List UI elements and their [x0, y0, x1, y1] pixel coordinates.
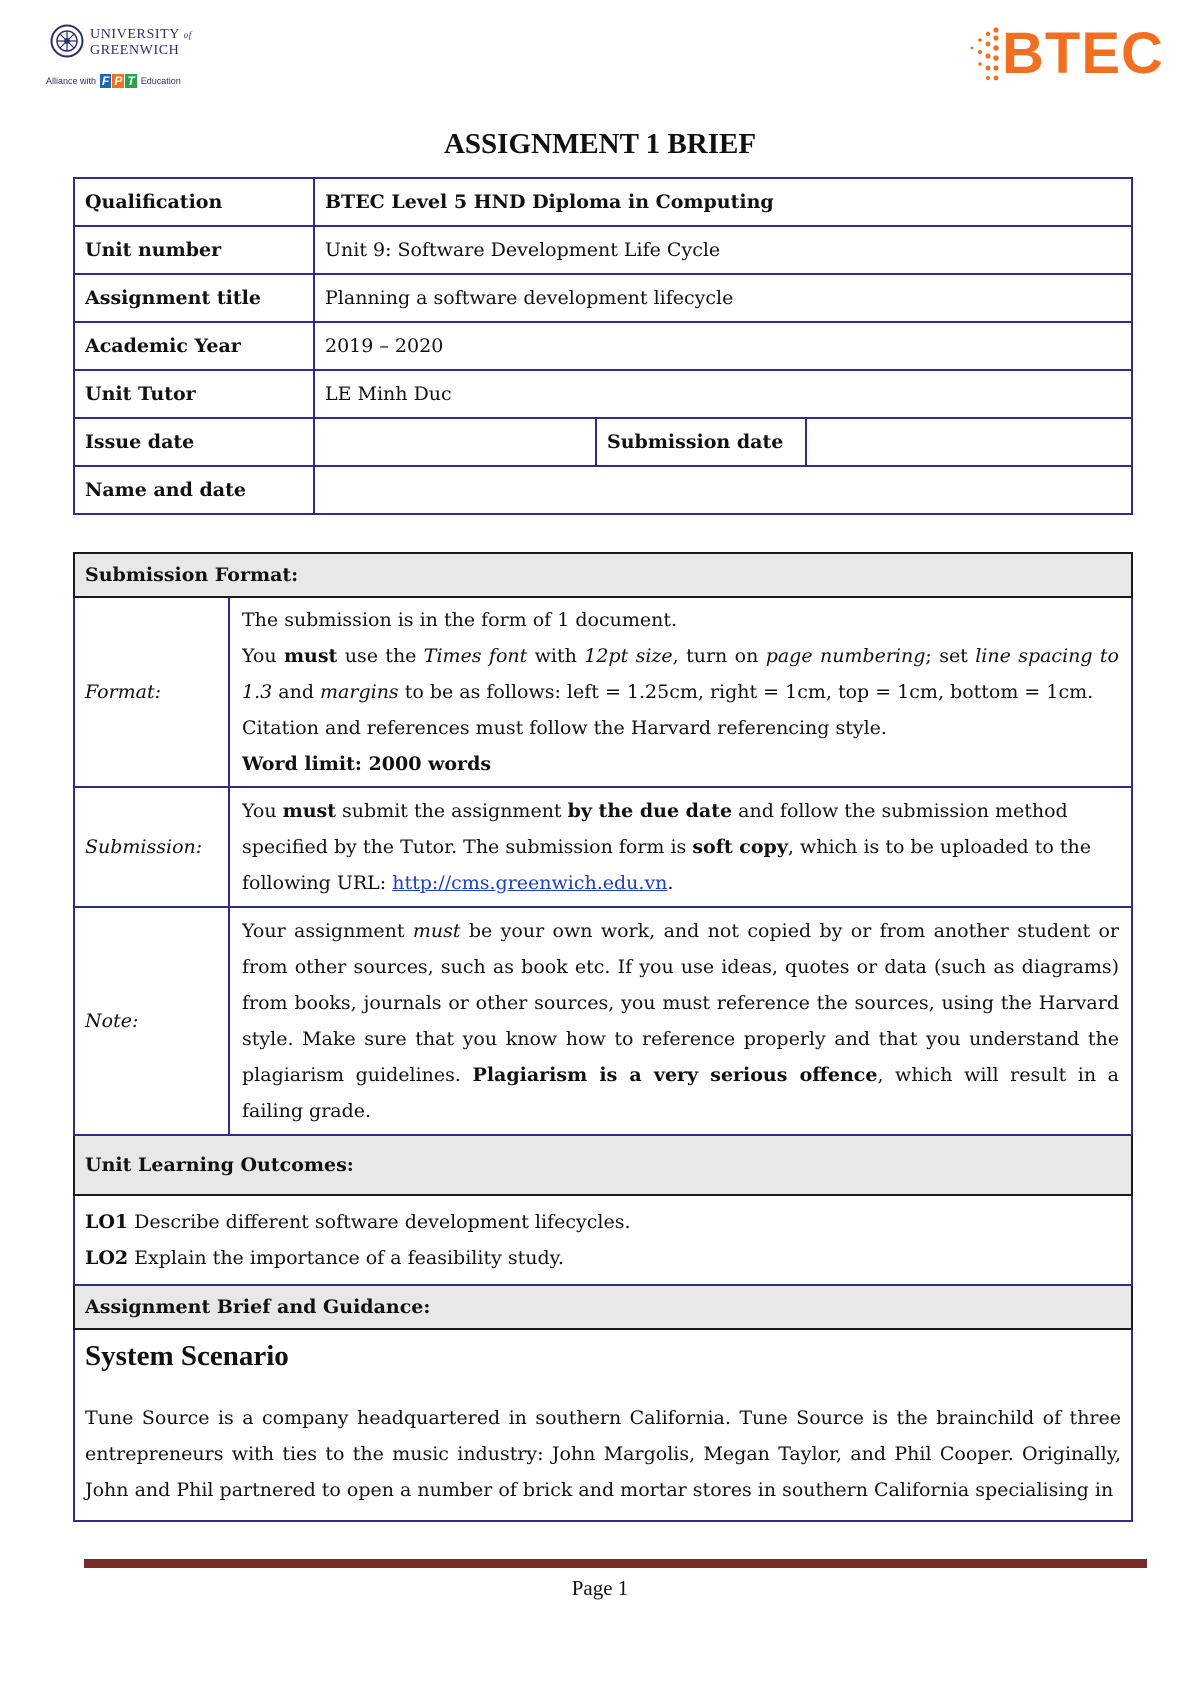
note-text: Your assignment must be your own work, and not copied by or from another student or from other sources, such as book etc. If you use ideas, quotes or data (such as diagrams) from books, journals or other sources, you must reference the sources, using the Harvard style. Make sure that you know how to reference properly and that you understand the plagiarism guidelines. Plagiarism is a very serious offence, which will result in a failing grade.: [229, 907, 1132, 1135]
submission-row: [74, 787, 1132, 907]
list-item: LO1 Describe different software development lifecycles.: [85, 1211, 631, 1233]
qualification-label: Qualification: [74, 178, 314, 226]
university-greenwich-logo: [46, 22, 216, 97]
btec-dots-icon: [960, 24, 1004, 88]
section-header-row: [74, 1135, 1132, 1195]
table-row: [74, 178, 1132, 226]
name-date-label: Name and date: [74, 466, 314, 514]
btec-logo: [960, 21, 1170, 88]
guidance-heading: Assignment Brief and Guidance:: [74, 1285, 1132, 1329]
learning-outcomes-row: [74, 1195, 1132, 1285]
fpt-logo: F P T: [102, 74, 135, 88]
assignment-title-label: Assignment title: [74, 274, 314, 322]
assignment-title-value: Planning a software development lifecycle: [314, 274, 1132, 322]
note-label: Note:: [74, 907, 229, 1135]
scenario-cell: [74, 1329, 1132, 1521]
submission-format-heading: Submission Format:: [74, 553, 1132, 597]
university-name: UNIVERSITY of GREENWICH: [90, 27, 192, 58]
scenario-heading: System Scenario: [85, 1340, 289, 1372]
university-crest-icon: [50, 24, 84, 58]
submission-date-value: [806, 418, 1132, 466]
learning-outcomes-heading: Unit Learning Outcomes:: [74, 1135, 1132, 1195]
table-row: [74, 370, 1132, 418]
document-title: ASSIGNMENT 1 BRIEF: [443, 128, 757, 160]
section-header-row: [74, 1285, 1132, 1329]
format-text: The submission is in the form of 1 document. You must use the Times font with 12pt size, turn on page numbering; set line spacing to 1.3 and margins to be as follows: left = 1.25cm, right = 1cm, top = 1cm, bottom = 1cm. Citation and references must follow the Harvard referencing style. Word limit: 2000 words: [229, 597, 1132, 787]
format-label: Format:: [74, 597, 229, 787]
unit-tutor-value: LE Minh Duc: [314, 370, 1132, 418]
note-row: [74, 907, 1132, 1135]
unit-tutor-label: Unit Tutor: [74, 370, 314, 418]
learning-outcomes-list: [74, 1195, 1132, 1285]
table-row: [74, 226, 1132, 274]
issue-date-label: Issue date: [74, 418, 314, 466]
list-item: LO2 Explain the importance of a feasibility study.: [85, 1247, 564, 1269]
table-row: [74, 466, 1132, 514]
qualification-value: BTEC Level 5 HND Diploma in Computing: [314, 178, 1132, 226]
table-row: [74, 274, 1132, 322]
academic-year-value: 2019 – 2020: [314, 322, 1132, 370]
assignment-info-table: [73, 177, 1133, 515]
unit-number-label: Unit number: [74, 226, 314, 274]
section-header-row: [74, 553, 1132, 597]
issue-date-value: [314, 418, 596, 466]
unit-number-value: Unit 9: Software Development Life Cycle: [314, 226, 1132, 274]
alliance-fpt: Alliance with F P T Education: [46, 74, 181, 88]
table-row: [74, 418, 1132, 466]
submission-label: Submission:: [74, 787, 229, 907]
format-row: [74, 597, 1132, 787]
btec-wordmark: BTEC: [1002, 21, 1164, 86]
submission-text: You must submit the assignment by the due date and follow the submission method specified by the Tutor. The submission form is soft copy, which is to be uploaded to the following URL: http://cms.greenwich.edu.vn.: [229, 787, 1132, 907]
scenario-row: [74, 1329, 1132, 1521]
assignment-brief-table: [73, 552, 1133, 1522]
submission-url-link[interactable]: http://cms.greenwich.edu.vn: [392, 872, 668, 894]
scenario-text: Tune Source is a company headquartered in southern California. Tune Source is the brainchild of three entrepreneurs with ties to the music industry: John Margolis, Megan Taylor, and Phil Cooper. Originally, John and Phil partnered to open a number of brick and mortar stores in southern California specialising in: [85, 1407, 1121, 1501]
table-row: [74, 322, 1132, 370]
academic-year-label: Academic Year: [74, 322, 314, 370]
page-number: Page 1: [571, 1576, 629, 1600]
footer-rule: [84, 1559, 1147, 1568]
name-date-value: [314, 466, 1132, 514]
submission-date-label: Submission date: [596, 418, 806, 466]
